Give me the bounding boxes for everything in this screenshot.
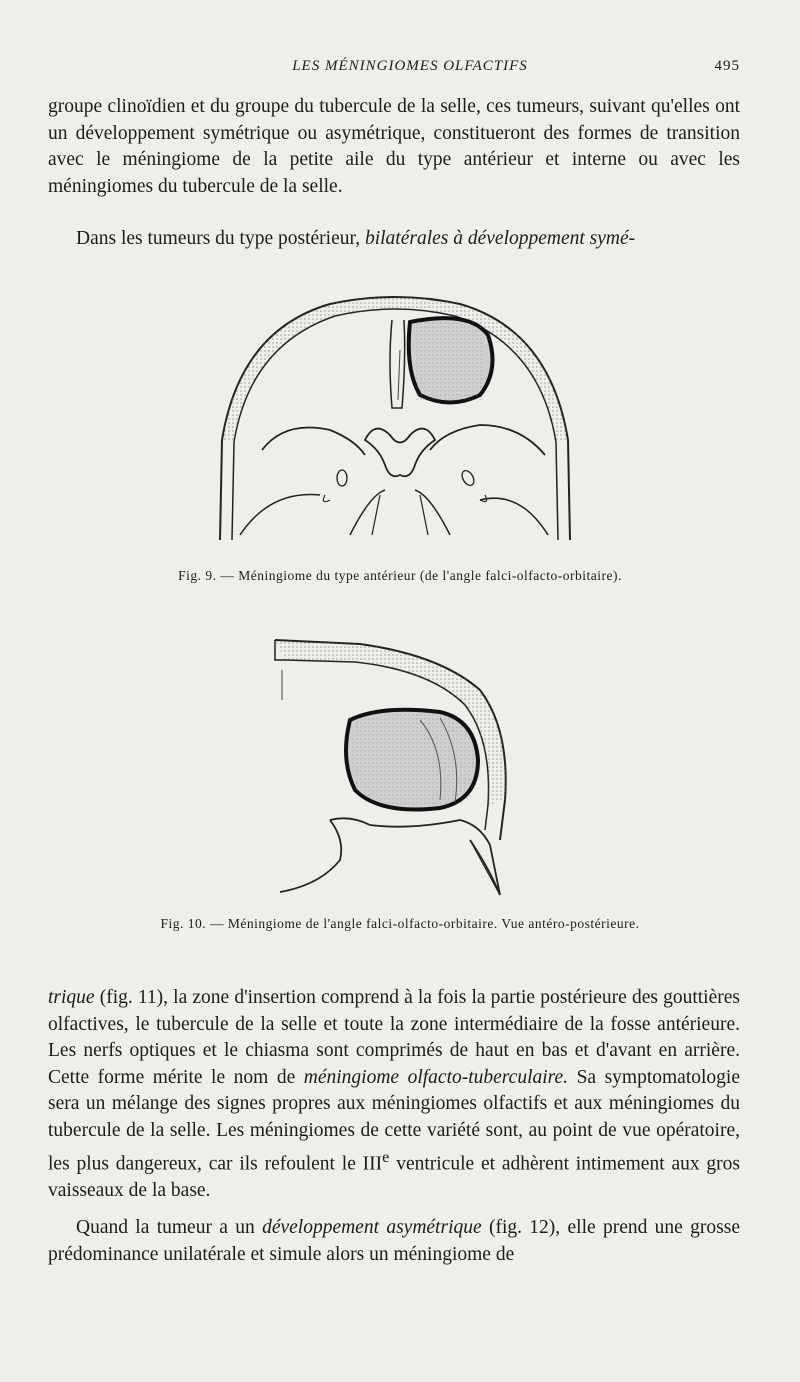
paragraph-1-text: groupe clinoïdien et du groupe du tubercule de la selle, ces tumeurs, suivant qu'elles ont un développement symétrique ou asymétrique, constitueront des formes de transition avec le méningiome de la petite aile du type antérieur et interne ou avec les méningiomes du tubercule de la selle. [48, 96, 740, 197]
paragraph-3-italic-1: trique [48, 987, 95, 1008]
figure-9 [0, 290, 800, 600]
figure-10 [0, 630, 800, 940]
running-title: LES MÉNINGIOMES OLFACTIFS [292, 58, 528, 74]
figure-10-drawing [0, 630, 800, 900]
paragraph-4-italic: développement asymétrique [262, 1217, 482, 1238]
page-number: 495 [714, 58, 740, 74]
paragraph-3-italic-2: méningiome olfacto-tuberculaire. [303, 1066, 569, 1088]
paragraph-3-text-a: (fig. 11), la zone d'insertion comprend à la fois la partie postérieure des gouttières olfactives, le tubercule de la selle et toute la zone intermédiaire de la fosse antérieure. Les nerfs optiques et le chiasma sont comprimés de haut en bas et d'avant en arrière. Cette forme mérite le nom de [48, 987, 740, 1088]
paragraph-1 [48, 94, 740, 200]
paragraph-4-text-a: Quand la tumeur a un [76, 1217, 263, 1238]
running-head [40, 58, 780, 86]
paragraph-2 [48, 226, 740, 253]
paragraph-3-text-c: ventricule et adhèrent intimement aux gros vaisseaux de la base. [48, 1153, 741, 1201]
paragraph-4-text-b: (fig. 12), elle prend une grosse prédominance unilatérale et simule alors un méningiome de [48, 1217, 740, 1265]
figure-9-caption: Fig. 9. — Méningiome du type antérieur (de l'angle falci-olfacto-orbitaire). [178, 568, 622, 583]
paragraph-4 [48, 1215, 740, 1268]
paragraph-3-text-b: Sa symptomatologie sera un mélange des signes propres aux méningiomes olfactifs et aux méningiomes du tubercule de la selle. Les méningiomes de cette variété sont, au point de vue opératoire, les plus dangereux, car ils refoulent le III [48, 1066, 740, 1175]
figure-9-drawing [0, 290, 800, 555]
figure-10-caption: Fig. 10. — Méningiome de l'angle falci-olfacto-orbitaire. Vue antéro-postérieure. [160, 916, 640, 931]
paragraph-2-italic: bilatérales à développement symé- [364, 228, 636, 249]
paragraph-3 [48, 985, 740, 1205]
paragraph-3-superscript: e [382, 1148, 390, 1166]
paragraph-2-text: Dans les tumeurs du type postérieur, [76, 228, 365, 249]
